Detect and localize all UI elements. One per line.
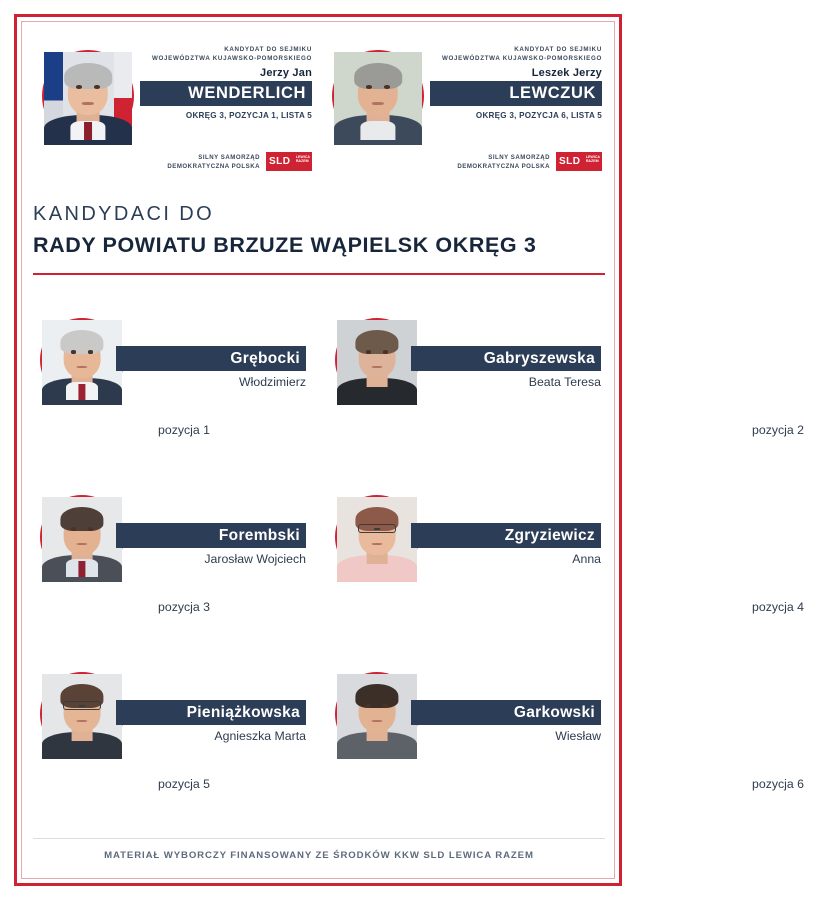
- portrait-illustration: [337, 497, 417, 577]
- candidate-position: pozycja 6: [752, 777, 804, 791]
- party-slogan-line-1: SILNY SAMORZĄD: [198, 153, 260, 161]
- sejmik-role-line-2: WOJEWÓDZTWA KUJAWSKO-POMORSKIEGO: [441, 54, 602, 62]
- divider: [33, 838, 605, 839]
- candidate-surname: Gabryszewska: [411, 346, 601, 371]
- portrait-illustration: [42, 320, 122, 400]
- candidate-row: [28, 318, 804, 495]
- sld-logo-text: SLD: [269, 156, 291, 167]
- footer-disclaimer: MATERIAŁ WYBORCZY FINANSOWANY ZE ŚRODKÓW KKW SLD LEWICA RAZEM: [104, 850, 534, 861]
- portrait-illustration: [42, 497, 122, 577]
- candidate-position: pozycja 1: [158, 423, 210, 437]
- portrait-illustration: [337, 320, 417, 400]
- page-title: [33, 203, 605, 258]
- sld-logo-icon: [266, 152, 312, 171]
- candidate-position: pozycja 2: [752, 423, 804, 437]
- candidate-given-name: Wiesław: [555, 729, 601, 743]
- candidate-position: pozycja 5: [158, 777, 210, 791]
- avatar: [335, 495, 419, 579]
- sld-logo-icon: [556, 152, 602, 171]
- portrait-illustration: [337, 674, 417, 754]
- candidate-card: [318, 318, 804, 495]
- council-candidates-grid: [28, 318, 804, 849]
- avatar: [335, 672, 419, 756]
- sejmik-candidate-text: [430, 46, 602, 120]
- sejmik-candidates-row: [28, 32, 608, 177]
- sejmik-first-name: Leszek Jerzy: [531, 66, 602, 79]
- sld-logo-sub-line-1: LEWICA: [585, 155, 600, 159]
- avatar: [335, 318, 419, 402]
- candidate-surname: Zgryziewicz: [411, 523, 601, 548]
- candidate-given-name: Włodzimierz: [239, 375, 306, 389]
- avatar: [332, 50, 424, 142]
- avatar: [42, 50, 134, 142]
- candidate-surname: Garkowski: [411, 700, 601, 725]
- avatar: [40, 318, 124, 402]
- divider: [33, 273, 605, 275]
- party-slogan: [167, 153, 260, 171]
- portrait-illustration: [44, 52, 132, 140]
- party-slogan-line-2: DEMOKRATYCZNA POLSKA: [167, 162, 260, 170]
- page-title-line-1: KANDYDACI DO: [33, 203, 215, 225]
- candidate-card: [318, 495, 804, 672]
- candidate-given-name: Beata Teresa: [528, 375, 601, 389]
- portrait-illustration: [42, 674, 122, 754]
- candidate-surname: Pieniążkowska: [116, 700, 306, 725]
- party-block: [167, 152, 312, 171]
- candidate-surname: Grębocki: [116, 346, 306, 371]
- candidate-position: pozycja 3: [158, 600, 210, 614]
- sejmik-role-line-1: KANDYDAT DO SEJMIKU: [514, 46, 602, 53]
- candidate-given-name: Jarosław Wojciech: [204, 552, 306, 566]
- sejmik-okreg-line: OKRĘG 3, POZYCJA 6, LISTA 5: [475, 110, 602, 120]
- candidate-card: [318, 672, 804, 849]
- sejmik-role-line-2: WOJEWÓDZTWA KUJAWSKO-POMORSKIEGO: [151, 54, 312, 62]
- avatar: [40, 495, 124, 579]
- sld-logo-sub: [586, 155, 600, 164]
- party-block: [457, 152, 602, 171]
- candidate-given-name: Agnieszka Marta: [214, 729, 306, 743]
- avatar: [40, 672, 124, 756]
- candidate-card: [28, 318, 318, 495]
- candidate-row: [28, 495, 804, 672]
- candidate-given-name: Anna: [572, 552, 601, 566]
- sejmik-candidate-card: [28, 32, 318, 177]
- page-title-line-2: RADY POWIATU BRZUZE WĄPIELSK OKRĘG 3: [33, 233, 537, 257]
- candidate-card: [28, 495, 318, 672]
- candidate-surname: Forembski: [116, 523, 306, 548]
- sld-logo-text: SLD: [559, 156, 581, 167]
- sld-logo-sub-line-1: LEWICA: [295, 155, 310, 159]
- party-slogan-line-2: DEMOKRATYCZNA POLSKA: [457, 162, 550, 170]
- sld-logo-sub: [296, 155, 310, 164]
- sejmik-role-line-1: KANDYDAT DO SEJMIKU: [224, 46, 312, 53]
- sld-logo-sub-line-2: RAZEM: [295, 159, 309, 164]
- sejmik-candidate-card: [318, 32, 608, 177]
- candidate-row: [28, 672, 804, 849]
- sejmik-surname: LEWCZUK: [430, 81, 602, 106]
- sejmik-candidate-text: [140, 46, 312, 120]
- sejmik-first-name: Jerzy Jan: [260, 66, 312, 79]
- candidate-position: pozycja 4: [752, 600, 804, 614]
- glasses-icon: [63, 701, 101, 710]
- party-slogan: [457, 153, 550, 171]
- party-slogan-line-1: SILNY SAMORZĄD: [488, 153, 550, 161]
- glasses-icon: [358, 524, 396, 533]
- candidate-card: [28, 672, 318, 849]
- sejmik-surname: WENDERLICH: [140, 81, 312, 106]
- sld-logo-sub-line-2: RAZEM: [585, 159, 599, 164]
- sejmik-okreg-line: OKRĘG 3, POZYCJA 1, LISTA 5: [185, 110, 312, 120]
- portrait-illustration: [334, 52, 422, 140]
